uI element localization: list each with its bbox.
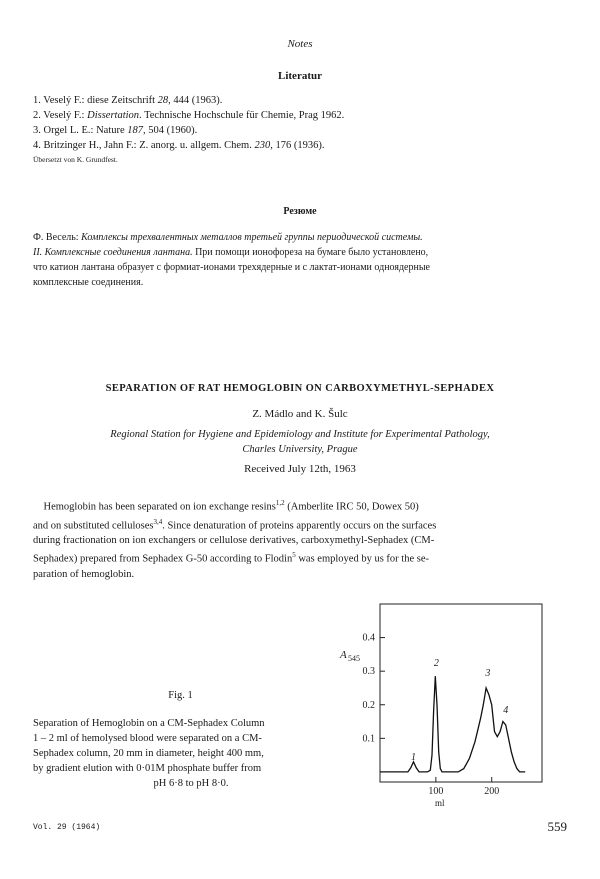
- reference-list: [33, 93, 553, 153]
- y-tick-label: 0.3: [362, 666, 375, 678]
- x-axis-label: ml: [435, 798, 445, 808]
- article-authors: Z. Mádlo and K. Šulc: [252, 408, 348, 420]
- article-body: Hemoglobin has been separated on ion exchange resins$^{1,2}$ (Amberlite IRC 50, Dowex 50) and on substituted celluloses$^{3,4}$. Since denaturation of proteins apparently occurs on the surfaces during fractionation on ion exchangers or cellulose derivatives, carboxymethyl-Sephadex (CM- Sephadex) prepared from Sephadex G-50 according to Flodin$^5$ was employed by us for the se- paration of hemoglobin.: [33, 499, 437, 580]
- y-tick-label: 0.2: [362, 699, 375, 711]
- plot-frame: [380, 604, 542, 782]
- resume-text: Ф. Весель: Комплексы трехвалентных металлов третьей группы периодической системы. II. Комплексные соединения лантана. При помощи ионофореза на бумаге было установлено, что катион лантана образует с формиат-ионами трехядерные и с лактат-ионами одноядерные комплексные соединения.: [33, 232, 430, 288]
- peak-label: 4: [503, 705, 509, 717]
- section-header: Notes: [287, 38, 313, 50]
- x-tick-label: 100: [428, 786, 444, 797]
- page-number: 559: [547, 819, 567, 834]
- y-tick-label: 0.1: [362, 733, 375, 745]
- literatur-heading: Literatur: [278, 70, 322, 82]
- volume-label: Vol. 29 (1964): [33, 823, 101, 832]
- reference-item: 1. Veselý F.: diese Zeitschrift 28, 444 (1963).: [33, 95, 223, 106]
- chromatogram-line: [380, 676, 525, 772]
- chromatogram-chart: [330, 600, 570, 810]
- y-tick-label: 0.4: [362, 632, 375, 644]
- translator-note: Übersetzt von K. Grundfest.: [33, 155, 118, 164]
- reference-item: 2. Veselý F.: Dissertation. Technische Hochschule für Chemie, Prag 1962.: [33, 110, 345, 121]
- reference-item: 3. Orgel L. E.: Nature 187, 504 (1960).: [33, 125, 198, 136]
- x-tick-label: 200: [484, 786, 500, 797]
- received-date: Received July 12th, 1963: [244, 463, 356, 475]
- reference-item: 4. Britzinger H., Jahn F.: Z. anorg. u. allgem. Chem. 230, 176 (1936).: [33, 140, 325, 151]
- y-axis-label-subscript: 545: [348, 654, 360, 663]
- figure-caption: Separation of Hemoglobin on a CM-Sephadex Column 1 – 2 ml of hemolysed blood were separated on a CM- Sephadex column, 20 mm in diameter, height 400 mm, by gradient elution with 0·01M phosphate buffer from pH 6·8 to pH 8·0.: [33, 718, 265, 789]
- article-title: SEPARATION OF RAT HEMOGLOBIN ON CARBOXYMETHYL-SEPHADEX: [105, 383, 495, 394]
- peak-label: 1: [411, 752, 417, 764]
- peak-label: 3: [485, 668, 491, 680]
- resume-heading: Резюме: [283, 206, 317, 217]
- figure-label: Fig. 1: [168, 690, 193, 701]
- article-affiliation: Regional Station for Hygiene and Epidemiology and Institute for Experimental Pathology, Charles University, Prague: [110, 429, 490, 455]
- y-axis-label: A: [340, 649, 347, 661]
- peak-label: 2: [433, 658, 439, 670]
